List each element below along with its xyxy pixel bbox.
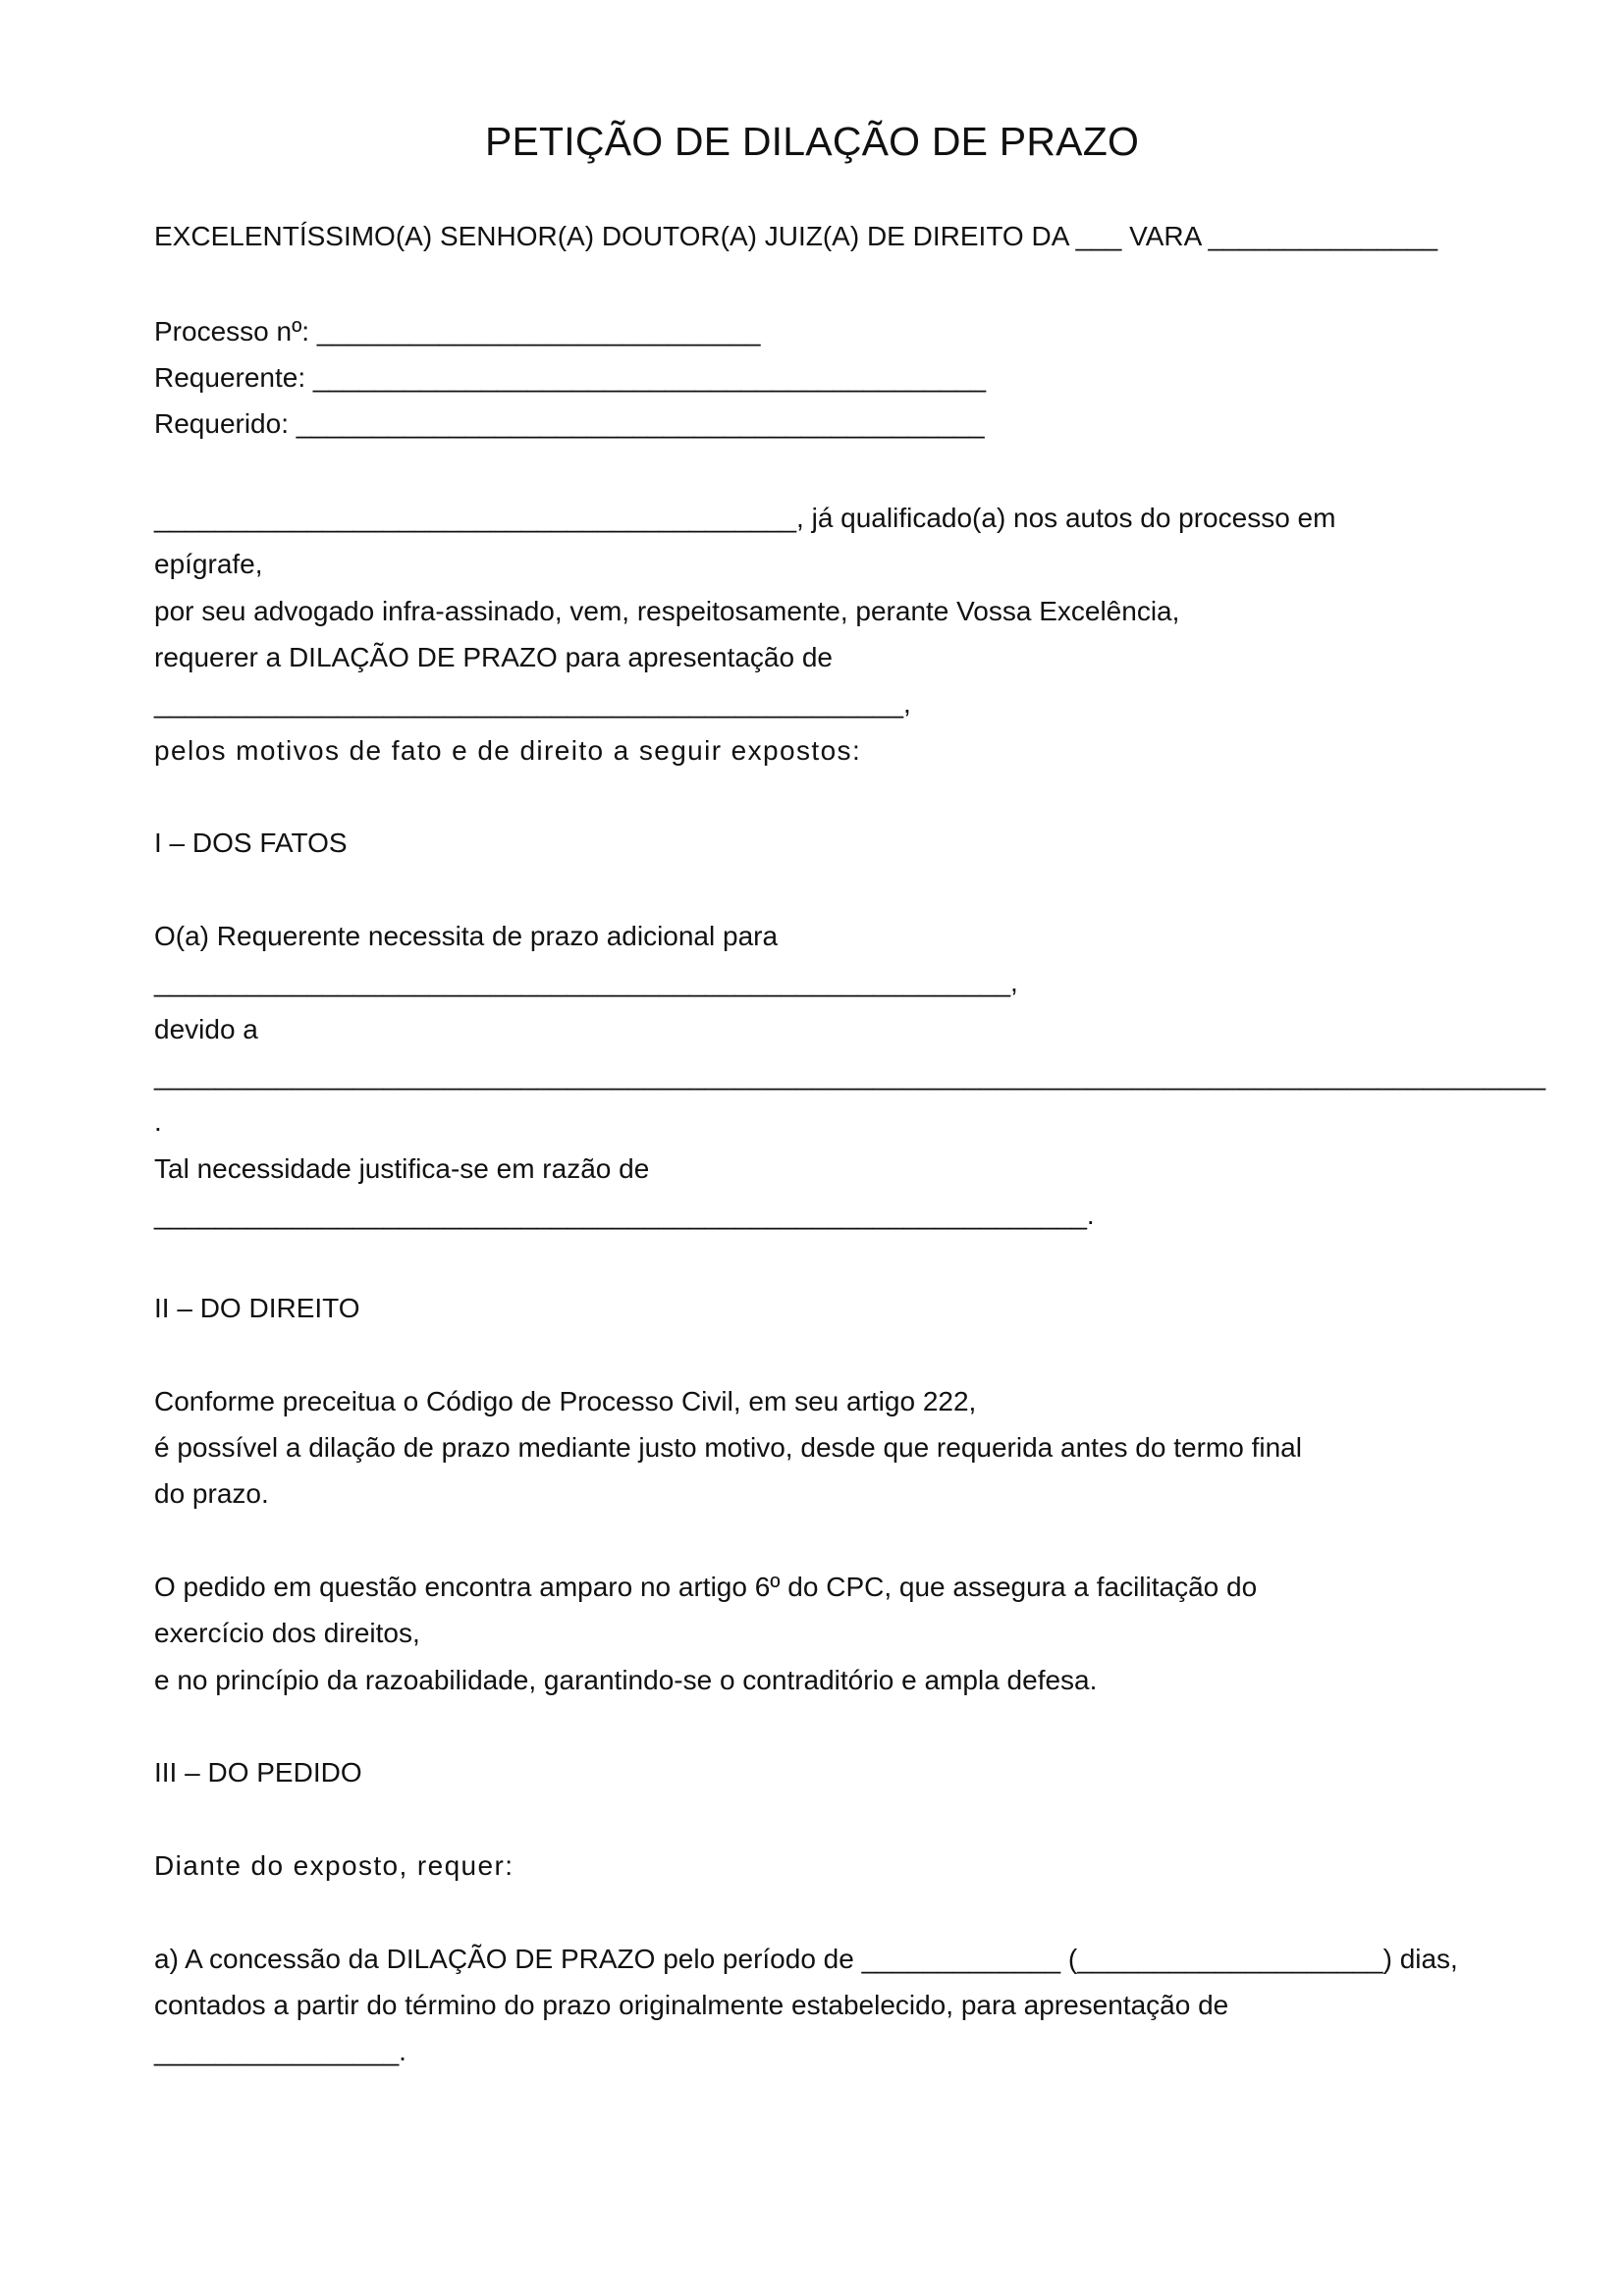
document-title: PETIÇÃO DE DILAÇÃO DE PRAZO bbox=[484, 119, 1140, 164]
fatos-line-6: Tal necessidade justifica-se em razão de bbox=[154, 1153, 650, 1184]
direito-p2-line-3: e no princípio da razoabilidade, garantindo-se o contraditório e ampla defesa. bbox=[154, 1665, 1098, 1695]
direito-p2-line-2: exercício dos direitos, bbox=[154, 1618, 420, 1648]
requerido-field: Requerido: _____________________________________________ bbox=[154, 408, 985, 439]
processo-field: Processo nº: _____________________________ bbox=[154, 316, 761, 347]
fatos-line-4: ___________________________________________________________________________________________ bbox=[154, 1060, 1546, 1091]
addressee-line: EXCELENTÍSSIMO(A) SENHOR(A) DOUTOR(A) JUIZ(A) DE DIREITO DA ___ VARA _______________ bbox=[154, 221, 1438, 251]
intro-line-2: epígrafe, bbox=[154, 549, 263, 579]
direito-p2-line-1: O pedido em questão encontra amparo no artigo 6º do CPC, que assegura a facilitação do bbox=[154, 1572, 1258, 1602]
direito-p1-line-3: do prazo. bbox=[154, 1478, 269, 1509]
pedido-item-a-line-3: ________________. bbox=[154, 2036, 406, 2066]
fatos-line-1: O(a) Requerente necessita de prazo adicional para bbox=[154, 921, 779, 951]
intro-line-6: pelos motivos de fato e de direito a seguir expostos: bbox=[154, 735, 862, 766]
fatos-line-5: . bbox=[154, 1106, 162, 1137]
fatos-line-3: devido a bbox=[154, 1014, 258, 1044]
intro-line-1: __________________________________________, já qualificado(a) nos autos do processo em bbox=[154, 503, 1336, 533]
intro-line-3: por seu advogado infra-assinado, vem, respeitosamente, perante Vossa Excelência, bbox=[154, 596, 1180, 626]
pedido-item-a-line-1: a) A concessão da DILAÇÃO DE PRAZO pelo período de _____________ (____________________) dias, bbox=[154, 1944, 1458, 1974]
pedido-intro: Diante do exposto, requer: bbox=[154, 1850, 514, 1881]
section-2-heading: II – DO DIREITO bbox=[154, 1293, 360, 1323]
direito-p1-line-1: Conforme preceitua o Código de Processo Civil, em seu artigo 222, bbox=[154, 1386, 977, 1416]
pedido-item-a-line-2: contados a partir do término do prazo originalmente estabelecido, para apresentação de bbox=[154, 1990, 1229, 2020]
fatos-line-7: _____________________________________________________________. bbox=[154, 1200, 1095, 1230]
section-3-heading: III – DO PEDIDO bbox=[154, 1757, 362, 1788]
section-1-heading: I – DOS FATOS bbox=[154, 828, 348, 858]
intro-line-5: _________________________________________________, bbox=[154, 688, 911, 719]
intro-line-4: requerer a DILAÇÃO DE PRAZO para apresentação de bbox=[154, 642, 834, 672]
direito-p1-line-2: é possível a dilação de prazo mediante justo motivo, desde que requerida antes do termo final bbox=[154, 1432, 1302, 1463]
requerente-field: Requerente: ____________________________________________ bbox=[154, 362, 987, 393]
fatos-line-2: ________________________________________________________, bbox=[154, 967, 1018, 997]
